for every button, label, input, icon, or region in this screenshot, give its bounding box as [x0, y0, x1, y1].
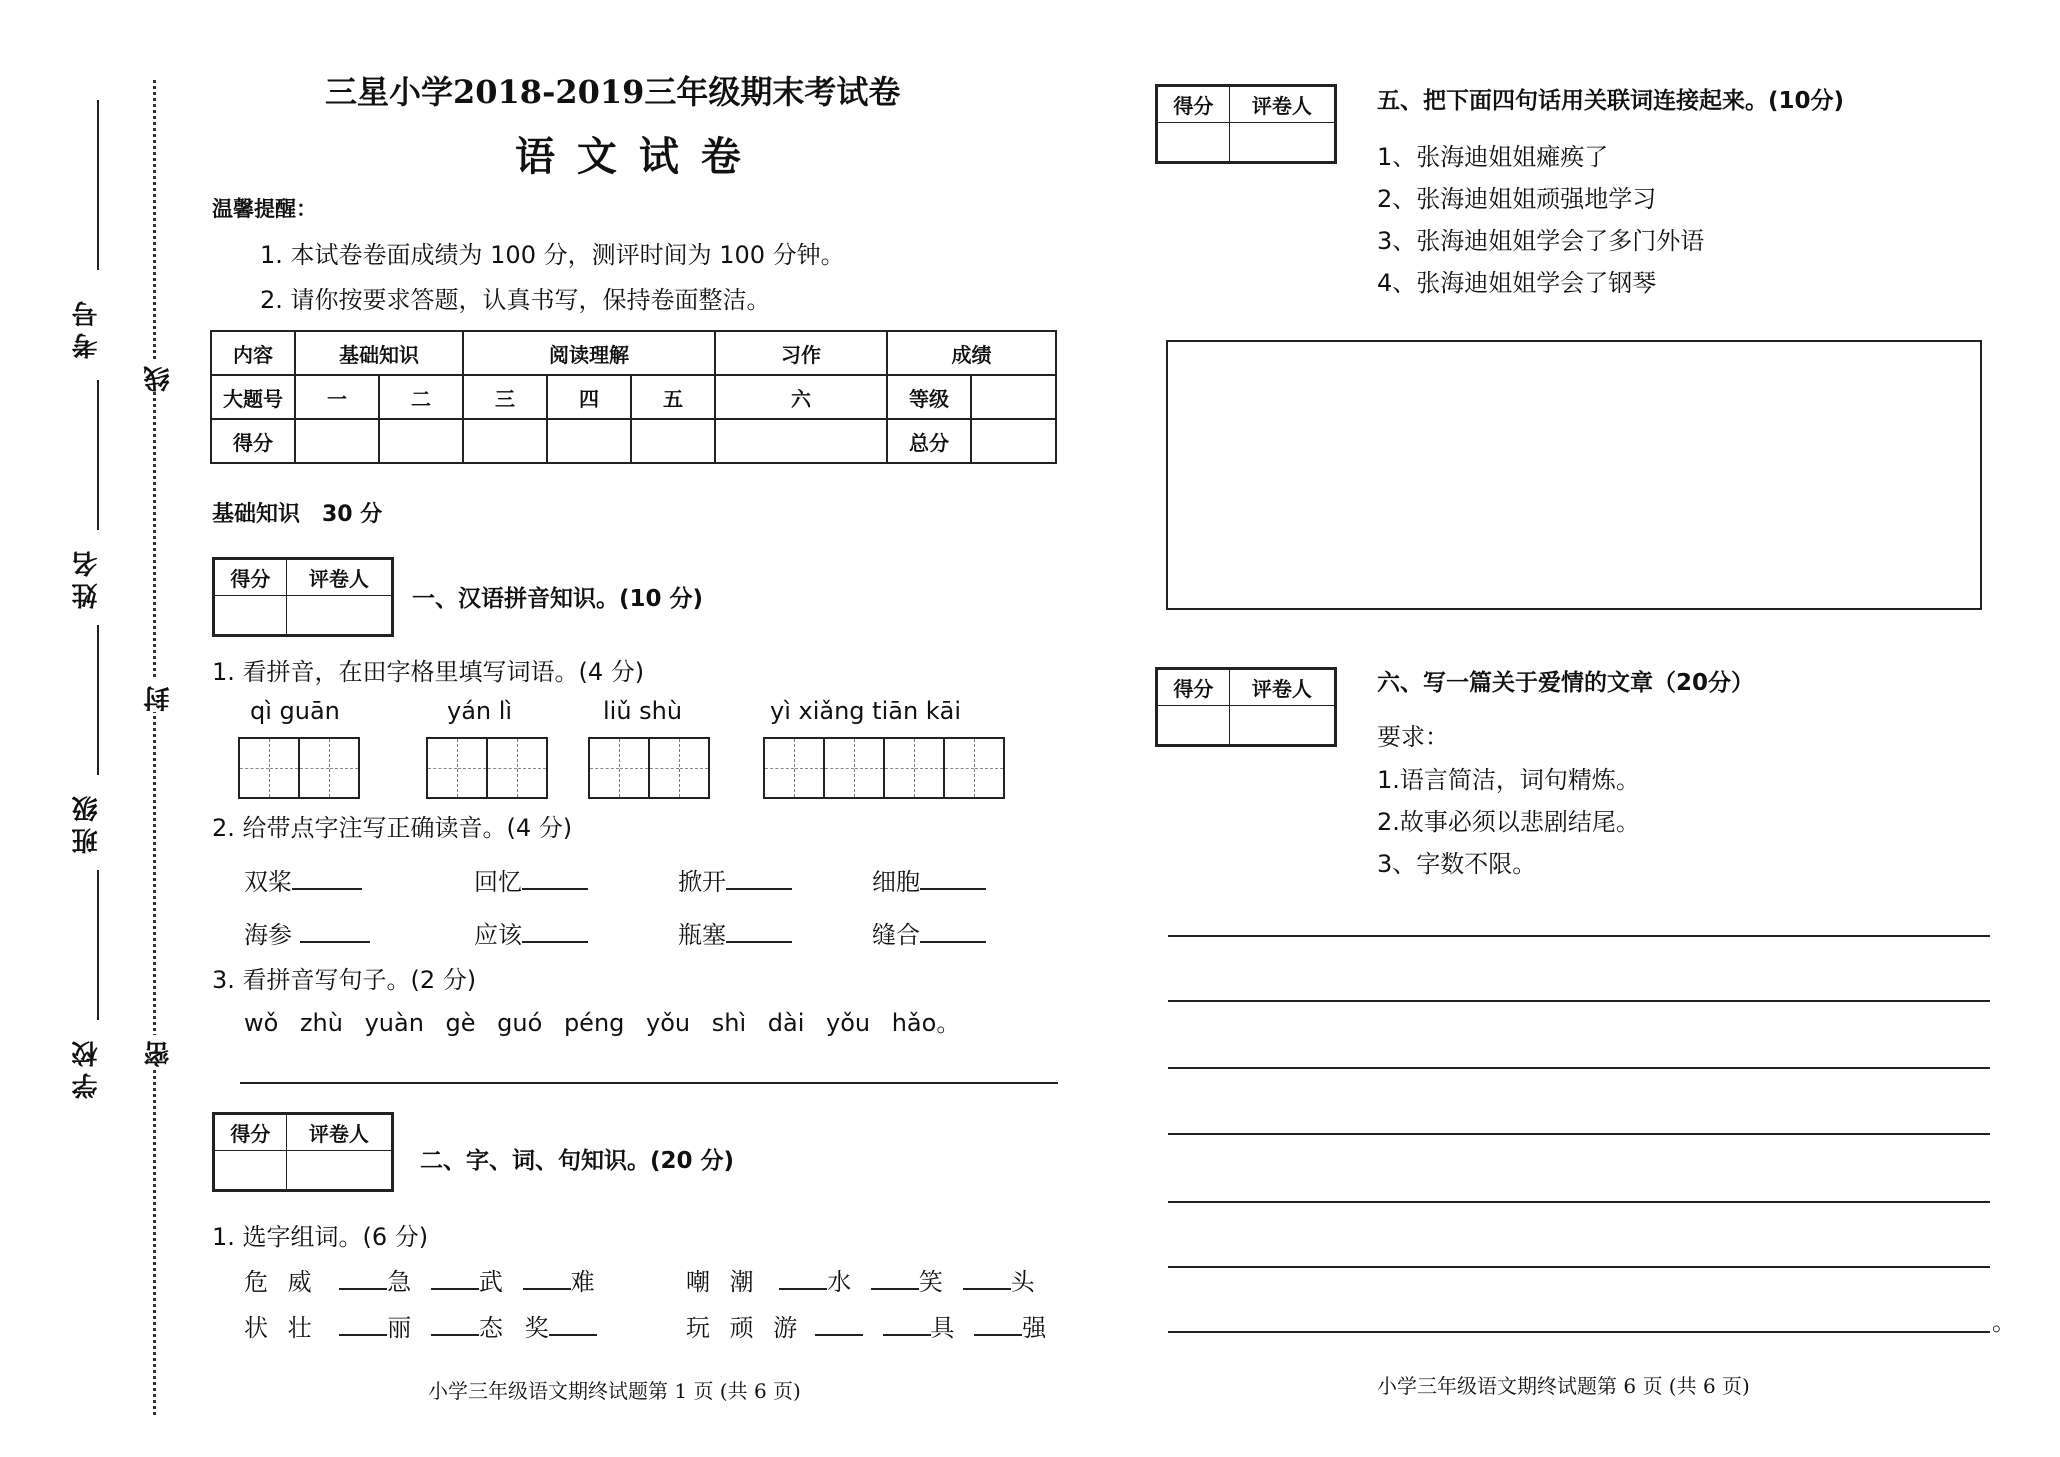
grader-label: 评卷人 [286, 560, 391, 596]
answer-blank[interactable] [431, 1334, 479, 1336]
table-cell: 六 [715, 375, 887, 419]
answer-blank[interactable] [339, 1288, 387, 1290]
score-field[interactable] [1158, 706, 1230, 745]
sentence-pinyin: wǒ zhù yuàn gè guó péng yǒu shì dài yǒu hǎo。 [244, 1009, 961, 1037]
choice-row-2b: 玩 顽 游 具 强 [686, 1314, 1047, 1342]
q1-sub3: 3. 看拼音写句子。(2 分) [212, 966, 477, 994]
answer-blank[interactable] [549, 1334, 597, 1336]
writing-end-mark: 。 [1992, 1308, 2016, 1336]
score-field[interactable] [215, 596, 287, 635]
pinyin-3: liǔ shù [603, 697, 683, 725]
answer-blank[interactable] [726, 888, 792, 890]
answer-blank[interactable] [920, 941, 986, 943]
answer-blank[interactable] [292, 888, 362, 890]
binding-line-exam-no [97, 380, 99, 530]
word-3: 掀开 [678, 862, 792, 897]
pinyin-2: yán lì [447, 697, 513, 725]
q6-req-3: 3、字数不限。 [1377, 850, 1537, 878]
word-7: 瓶塞 [678, 915, 792, 950]
reminder-item-2: 2. 请你按要求答题，认真书写，保持卷面整洁。 [260, 286, 771, 314]
exam-title: 三星小学2018-2019三年级期末考试卷 [325, 73, 901, 111]
answer-blank[interactable] [339, 1334, 387, 1336]
table-cell: 四 [547, 375, 631, 419]
score-label: 得分 [1158, 670, 1230, 706]
seal-dotted-line [153, 80, 156, 1415]
score-field[interactable] [215, 1151, 287, 1190]
table-cell: 大题号 [211, 375, 295, 419]
tian-grid-1[interactable] [238, 737, 360, 799]
table-cell: 一 [295, 375, 379, 419]
q5-item-4: 4、张海迪姐姐学会了钢琴 [1377, 269, 1657, 297]
table-header-grade: 成绩 [887, 331, 1056, 375]
name-label: 姓名 [72, 545, 102, 609]
table-cell: 得分 [211, 419, 295, 463]
seal-mi: 密 [140, 1035, 177, 1067]
score-label: 得分 [1158, 87, 1230, 123]
section-basic-label: 基础知识 30 分 [212, 502, 383, 527]
footer-left: 小学三年级语文期终试题第 1 页 (共 6 页) [428, 1379, 801, 1403]
table-header-content: 内容 [211, 331, 295, 375]
writing-line-6[interactable] [1168, 1266, 1990, 1268]
q5-item-1: 1、张海迪姐姐瘫痪了 [1377, 143, 1609, 171]
tian-grid-3[interactable] [588, 737, 710, 799]
table-cell: 二 [379, 375, 463, 419]
word-5: 海参 [244, 915, 370, 950]
q6-req-2: 2.故事必须以悲剧结尾。 [1377, 808, 1640, 836]
answer-blank[interactable] [522, 888, 588, 890]
score-label: 得分 [215, 1115, 287, 1151]
q2-title: 二、字、词、句知识。(20 分) [420, 1148, 735, 1174]
reminder-label: 温馨提醒： [212, 197, 317, 221]
grader-label: 评卷人 [286, 1115, 391, 1151]
footer-right: 小学三年级语文期终试题第 6 页 (共 6 页) [1377, 1374, 1750, 1398]
score-box-q5 [1155, 84, 1337, 164]
answer-blank[interactable] [871, 1288, 919, 1290]
writing-line-3[interactable] [1168, 1067, 1990, 1069]
writing-line-2[interactable] [1168, 1000, 1990, 1002]
writing-line-4[interactable] [1168, 1133, 1990, 1135]
choice-row-2: 状 壮 丽 态 奖 [244, 1308, 597, 1343]
q5-title: 五、把下面四句话用关联词连接起来。(10分) [1377, 88, 1845, 114]
answer-blank[interactable] [963, 1288, 1011, 1290]
grader-field[interactable] [286, 596, 391, 635]
q1-sub1: 1. 看拼音，在田字格里填写词语。(4 分) [212, 658, 645, 686]
exam-subtitle: 语 文 试 卷 [515, 133, 745, 180]
table-cell[interactable] [547, 419, 631, 463]
table-cell[interactable] [463, 419, 547, 463]
answer-blank[interactable] [779, 1288, 827, 1290]
table-cell[interactable] [379, 419, 463, 463]
word-8: 缝合 [872, 915, 986, 950]
writing-line-7[interactable] [1168, 1331, 1990, 1333]
q1-sub2: 2. 给带点字注写正确读音。(4 分) [212, 814, 573, 842]
binding-line-top [97, 100, 99, 270]
table-header-basic: 基础知识 [295, 331, 463, 375]
q6-title: 六、写一篇关于爱情的文章（20分） [1377, 670, 1755, 696]
table-cell: 五 [631, 375, 715, 419]
answer-blank[interactable] [920, 888, 986, 890]
table-cell[interactable] [715, 419, 887, 463]
writing-line-1[interactable] [1168, 935, 1990, 937]
q5-answer-box[interactable] [1166, 340, 1982, 610]
table-cell[interactable] [631, 419, 715, 463]
word-1: 双桨 [244, 862, 362, 897]
answer-blank[interactable] [523, 1288, 571, 1290]
seal-xian: 线 [140, 360, 177, 392]
word-4: 细胞 [872, 862, 986, 897]
table-header-reading: 阅读理解 [463, 331, 715, 375]
answer-blank[interactable] [815, 1334, 863, 1336]
table-cell[interactable] [971, 375, 1056, 419]
grader-label: 评卷人 [1229, 87, 1334, 123]
pinyin-1: qì guān [250, 697, 340, 725]
q6-req-label: 要求： [1377, 723, 1449, 751]
binding-line-class [97, 870, 99, 1020]
score-box-q2 [212, 1112, 394, 1192]
answer-blank[interactable] [522, 941, 588, 943]
answer-blank[interactable] [431, 1288, 479, 1290]
q6-req-1: 1.语言简洁，词句精炼。 [1377, 766, 1640, 794]
choice-row-1b: 嘲 潮 水 笑 头 [686, 1268, 1035, 1296]
binding-line-name [97, 625, 99, 775]
score-field[interactable] [1158, 123, 1230, 162]
table-cell: 等级 [887, 375, 971, 419]
table-cell[interactable] [295, 419, 379, 463]
word-2: 回忆 [474, 862, 588, 897]
table-header-writing: 习作 [715, 331, 887, 375]
table-cell[interactable] [971, 419, 1056, 463]
q1-title: 一、汉语拼音知识。(10 分) [412, 586, 704, 612]
answer-blank[interactable] [300, 941, 370, 943]
score-label: 得分 [215, 560, 287, 596]
class-label: 班级 [72, 790, 102, 854]
grader-label: 评卷人 [1229, 670, 1334, 706]
pinyin-4: yì xiǎng tiān kāi [770, 697, 962, 725]
score-box-q1 [212, 557, 394, 637]
score-summary-table [210, 330, 1057, 464]
q5-item-3: 3、张海迪姐姐学会了多门外语 [1377, 227, 1705, 255]
choice-row-1: 危 威 急 武 难 [244, 1268, 595, 1296]
tian-grid-4[interactable] [763, 737, 1005, 799]
seal-feng: 封 [140, 680, 177, 712]
writing-line-5[interactable] [1168, 1201, 1990, 1203]
q2-sub1: 1. 选字组词。(6 分) [212, 1223, 429, 1251]
grader-field[interactable] [286, 1151, 391, 1190]
word-6: 应该 [474, 915, 588, 950]
score-box-q6 [1155, 667, 1337, 747]
grader-field[interactable] [1229, 123, 1334, 162]
tian-grid-2[interactable] [426, 737, 548, 799]
answer-blank[interactable] [974, 1334, 1022, 1336]
table-cell: 三 [463, 375, 547, 419]
exam-no-label: 考号 [72, 295, 102, 359]
grader-field[interactable] [1229, 706, 1334, 745]
sentence-answer-line[interactable] [240, 1082, 1058, 1084]
answer-blank[interactable] [883, 1334, 931, 1336]
table-cell: 总分 [887, 419, 971, 463]
reminder-item-1: 1. 本试卷卷面成绩为 100 分，测评时间为 100 分钟。 [260, 241, 845, 269]
q5-item-2: 2、张海迪姐姐顽强地学习 [1377, 185, 1657, 213]
answer-blank[interactable] [726, 941, 792, 943]
school-label: 学校 [72, 1035, 102, 1099]
